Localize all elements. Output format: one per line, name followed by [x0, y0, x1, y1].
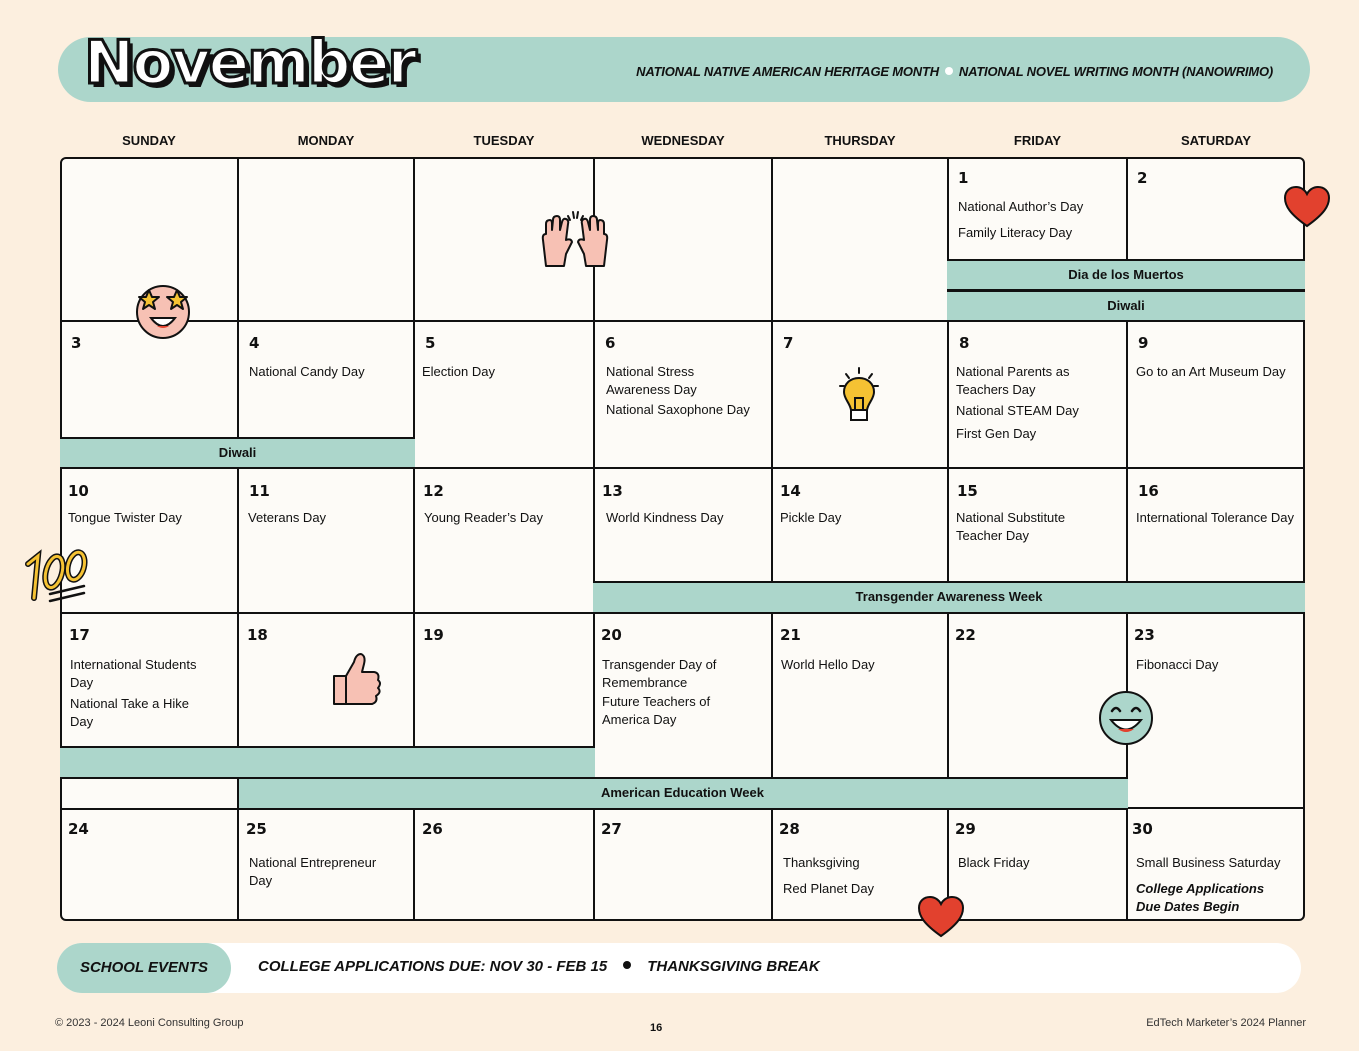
date-number: 6 [605, 334, 616, 352]
date-number: 21 [780, 626, 801, 644]
date-number: 15 [957, 482, 978, 500]
grid-line [237, 777, 239, 810]
event-label: National Saxophone Day [606, 402, 750, 417]
grid-line [237, 157, 239, 438]
weekday-monday: MONDAY [297, 133, 355, 148]
school-event-college-applications: COLLEGE APPLICATIONS DUE: NOV 30 - FEB 15 [258, 958, 608, 975]
separator-dot [945, 67, 953, 75]
weekday-tuesday: TUESDAY [473, 133, 535, 148]
footer-copyright: © 2023 - 2024 Leoni Consulting Group [55, 1017, 244, 1029]
school-event-thanksgiving-break: THANKSGIVING BREAK [647, 958, 820, 975]
event-label: Young Reader’s Day [424, 510, 544, 525]
event-label: International Students Day [70, 657, 197, 690]
event-label: National Parents as Teachers Day [956, 364, 1070, 397]
date-number: 19 [423, 626, 444, 644]
event-label: College Applications Due Dates Begin [1136, 881, 1265, 914]
date-number: 10 [68, 482, 89, 500]
school-events-label: SCHOOL EVENTS [57, 943, 231, 993]
raising-hands-icon [538, 210, 612, 270]
event-label: International Tolerance Day [1136, 510, 1295, 525]
date-number: 22 [955, 626, 976, 644]
heart-icon [1282, 184, 1332, 230]
event-label: Tongue Twister Day [68, 510, 182, 525]
grid-line [237, 808, 239, 921]
band-empty [60, 746, 595, 779]
month-title: November [84, 28, 415, 98]
weekday-saturday: SATURDAY [1180, 133, 1252, 148]
event-label: Go to an Art Museum Day [1136, 364, 1286, 379]
date-number: 26 [422, 820, 443, 838]
event-label: Thanksgiving [783, 855, 860, 870]
date-number: 3 [71, 334, 82, 352]
date-number: 30 [1132, 820, 1153, 838]
event-label: National Author’s Day [958, 199, 1084, 214]
grid-line [593, 808, 595, 921]
grid-line [414, 467, 1305, 469]
event-label: Future Teachers of America Day [602, 694, 711, 727]
event-label: Election Day [422, 364, 495, 379]
event-label: National Stress Awareness Day [606, 364, 697, 397]
weekday-friday: FRIDAY [1013, 133, 1062, 148]
grid-line [771, 612, 773, 778]
date-number: 17 [69, 626, 90, 644]
date-number: 8 [959, 334, 970, 352]
date-number: 9 [1138, 334, 1149, 352]
event-label: Black Friday [958, 855, 1030, 870]
event-label: National Substitute Teacher Day [956, 510, 1066, 543]
grid-line [1126, 321, 1128, 582]
event-label: Small Business Saturday [1136, 855, 1281, 870]
grid-line [60, 612, 595, 614]
event-label: Transgender Day of Remembrance [602, 657, 717, 690]
light-bulb-icon [836, 366, 882, 426]
grid-line [771, 808, 773, 921]
date-number: 27 [601, 820, 622, 838]
page-number: 16 [650, 1022, 663, 1034]
event-label: National Candy Day [249, 364, 365, 379]
date-number: 2 [1137, 169, 1148, 187]
grid-line [947, 157, 949, 260]
event-label: World Hello Day [781, 657, 875, 672]
heart-icon [916, 894, 966, 940]
date-number: 1 [958, 169, 969, 187]
weekday-wednesday: WEDNESDAY [641, 133, 725, 148]
date-number: 18 [247, 626, 268, 644]
grid-line [413, 808, 415, 921]
date-number: 24 [68, 820, 89, 838]
date-number: 5 [425, 334, 436, 352]
grid-line [1126, 807, 1305, 809]
month-observances [636, 64, 1273, 79]
date-number: 23 [1134, 626, 1155, 644]
event-label: Family Literacy Day [958, 225, 1073, 240]
band-diwali: Diwali [947, 290, 1305, 322]
footer-planner-title: EdTech Marketer’s 2024 Planner [1146, 1017, 1306, 1029]
grid-line [947, 321, 949, 582]
hundred-points-icon [22, 548, 92, 608]
date-number: 11 [249, 482, 270, 500]
event-label: National Entrepreneur Day [249, 855, 377, 888]
grid-line [947, 612, 949, 778]
school-events-list [258, 958, 820, 975]
band-diwali: Diwali [60, 437, 415, 469]
event-label: Fibonacci Day [1136, 657, 1219, 672]
weekday-thursday: THURSDAY [824, 133, 896, 148]
separator-dot [623, 961, 631, 969]
thumbs-up-icon [328, 650, 384, 710]
date-number: 14 [780, 482, 801, 500]
observance-nanowrimo: NATIONAL NOVEL WRITING MONTH (NANOWRIMO) [958, 64, 1273, 79]
event-label: World Kindness Day [606, 510, 724, 525]
grid-line [771, 157, 773, 582]
date-number: 28 [779, 820, 800, 838]
event-label: First Gen Day [956, 426, 1037, 441]
observance-native-american-heritage: NATIONAL NATIVE AMERICAN HERITAGE MONTH [636, 64, 939, 79]
date-number: 20 [601, 626, 622, 644]
grid-line [1126, 808, 1128, 921]
star-struck-face-icon [131, 282, 195, 340]
date-number: 12 [423, 482, 444, 500]
event-label: Veterans Day [248, 510, 327, 525]
grid-line [1126, 157, 1128, 260]
date-number: 25 [246, 820, 267, 838]
grid-line [237, 468, 239, 748]
grinning-face-icon [1096, 689, 1156, 747]
date-number: 4 [249, 334, 260, 352]
date-number: 13 [602, 482, 623, 500]
weekday-sunday: SUNDAY [122, 133, 176, 148]
band-transgender-awareness-week: Transgender Awareness Week [593, 581, 1305, 614]
event-label: National STEAM Day [956, 403, 1079, 418]
date-number: 7 [783, 334, 794, 352]
band-dia-de-los-muertos: Dia de los Muertos [947, 259, 1305, 291]
band-american-education-week: American Education Week [237, 777, 1128, 810]
event-label: Pickle Day [780, 510, 842, 525]
event-label: Red Planet Day [783, 881, 875, 896]
date-number: 16 [1138, 482, 1159, 500]
date-number: 29 [955, 820, 976, 838]
event-label: National Take a Hike Day [70, 696, 189, 729]
